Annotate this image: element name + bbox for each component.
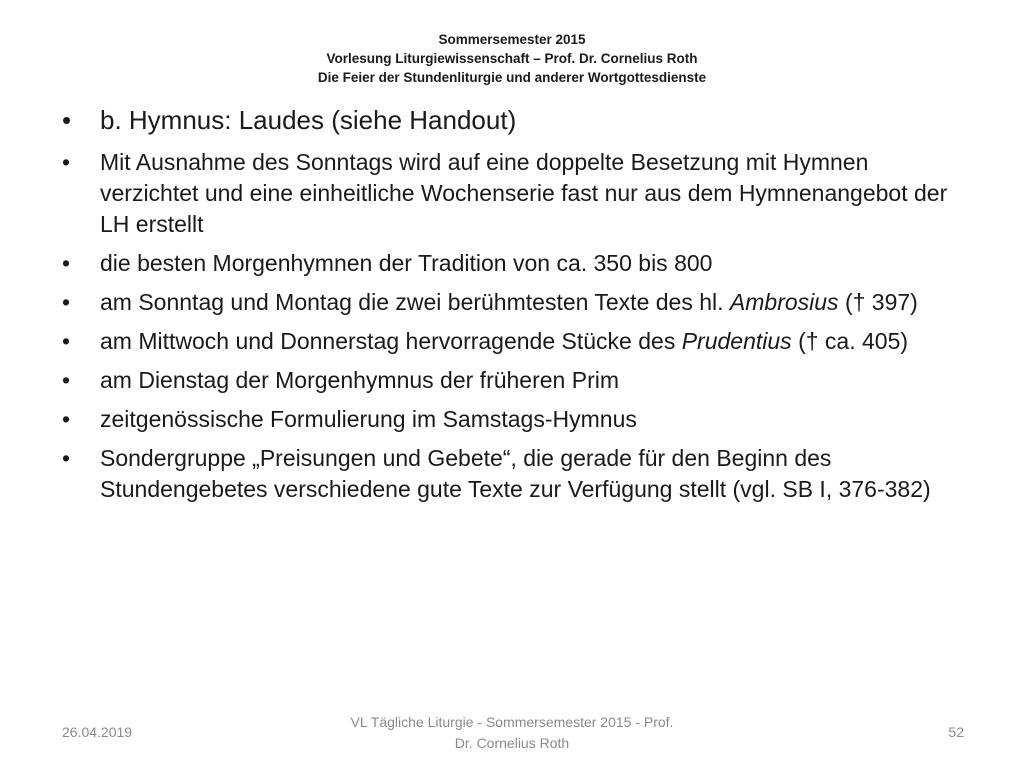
bullet-icon: • [62, 149, 71, 175]
bullet-text: die besten Morgenhymnen der Tradition von ca. 350 bis 800 [100, 250, 713, 276]
bullet-icon: • [62, 328, 71, 354]
bullet-text: am Dienstag der Morgenhymnus der früheren Prim [100, 367, 620, 393]
bullet-text-emphasis: Prudentius [681, 328, 792, 354]
bullet-text-emphasis: Ambrosius [729, 289, 839, 315]
header-topic: Die Feier der Stundenliturgie und anderer Wortgottesdienste [317, 70, 707, 85]
list-item [58, 248, 970, 279]
bullet-icon: • [62, 105, 72, 135]
bullet-icon: • [62, 367, 71, 393]
list-item [58, 326, 970, 357]
list-item [58, 287, 970, 318]
bullet-text: Mit Ausnahme des Sonntags wird auf eine doppelte Besetzung mit Hymnen verzichtet und eine einheitliche Wochenserie fast nur aus dem Hymnenangebot der LH erstellt [100, 149, 948, 237]
bullet-icon: • [62, 250, 71, 276]
header-semester: Sommersemester 2015 [438, 32, 586, 47]
bullet-icon: • [62, 289, 71, 315]
bullet-icon: • [62, 445, 71, 471]
bullet-text-pre: am Mittwoch und Donnerstag hervorragende Stücke des [100, 328, 682, 354]
list-item [58, 147, 970, 240]
bullet-text-post: († ca. 405) [791, 328, 909, 354]
header-lecture: Vorlesung Liturgiewissenschaft – Prof. Dr. Cornelius Roth [326, 51, 698, 66]
list-item [58, 404, 970, 435]
list-item [58, 104, 970, 137]
bullet-text: Sondergruppe „Preisungen und Gebete“, die gerade für den Beginn des Stundengebetes verschiedene gute Texte zur Verfügung stellt (vgl. SB I, 376-382) [100, 445, 931, 502]
footer-date: 26.04.2019 [62, 724, 133, 740]
list-item [58, 365, 970, 396]
bullet-list [58, 104, 970, 505]
bullet-text-post: († 397) [838, 289, 918, 315]
bullet-text: b. Hymnus: Laudes (siehe Handout) [100, 105, 517, 135]
list-item [58, 443, 970, 505]
slide-body [58, 104, 970, 513]
bullet-text-pre: am Sonntag und Montag die zwei berühmtesten Texte des hl. [100, 289, 730, 315]
slide-header [0, 30, 1024, 87]
bullet-icon: • [62, 406, 71, 432]
footer-title: VL Tägliche Liturgie - Sommersemester 2015 - Prof. Dr. Cornelius Roth [350, 714, 674, 751]
bullet-text: zeitgenössische Formulierung im Samstags-Hymnus [100, 406, 637, 432]
slide-footer [0, 710, 1024, 760]
page-number: 52 [948, 724, 964, 740]
